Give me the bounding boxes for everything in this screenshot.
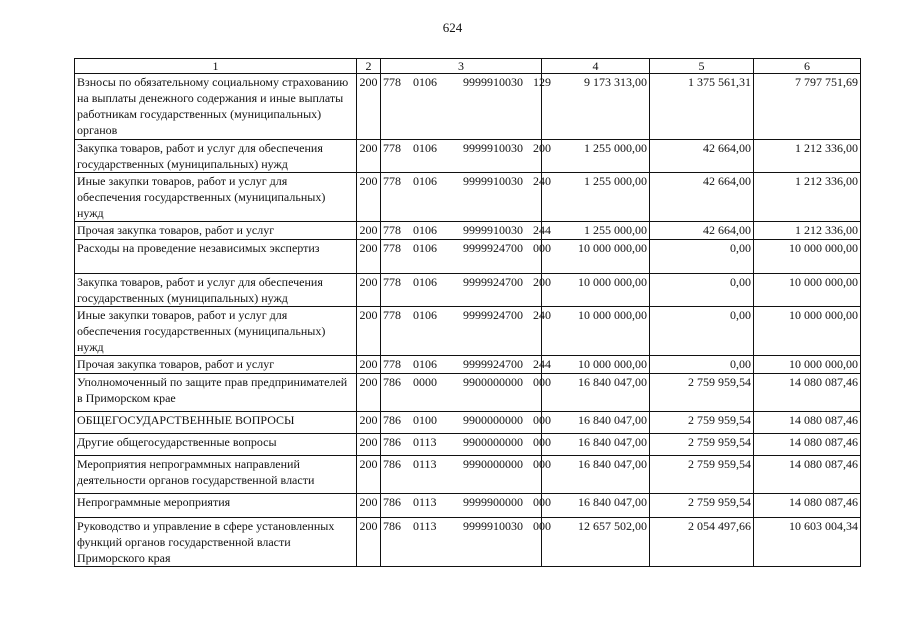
code-expense-type: 000	[533, 435, 551, 449]
code-department: 786	[383, 413, 401, 427]
row-col-2: 200	[357, 494, 381, 518]
row-col-2: 200	[357, 518, 381, 567]
row-name: ОБЩЕГОСУДАРСТВЕННЫЕ ВОПРОСЫ	[75, 412, 357, 434]
row-col-2: 200	[357, 307, 381, 356]
row-col-5: 2 759 959,54	[650, 456, 754, 494]
row-col-6: 14 080 087,46	[754, 456, 861, 494]
row-classification-code	[381, 518, 551, 567]
header-row	[75, 59, 861, 74]
row-col-2: 200	[357, 240, 381, 274]
row-col-6: 10 000 000,00	[754, 240, 861, 274]
row-name: Закупка товаров, работ и услуг для обеспечения государственных (муниципальных) нужд	[75, 140, 357, 173]
code-department: 778	[383, 75, 401, 89]
row-col-4: 16 840 047,00	[542, 434, 650, 456]
code-target-item: 9900000000	[463, 375, 523, 389]
table-row	[75, 240, 861, 274]
code-department: 786	[383, 495, 401, 509]
row-col-5: 2 759 959,54	[650, 494, 754, 518]
header-col-4: 4	[542, 59, 650, 74]
row-classification-code	[381, 307, 551, 356]
row-col-6: 10 000 000,00	[754, 274, 861, 307]
table-row	[75, 518, 861, 567]
code-expense-type: 000	[533, 495, 551, 509]
row-name: Иные закупки товаров, работ и услуг для обеспечения государственных (муниципальных) нужд	[75, 307, 357, 356]
table-row	[75, 74, 861, 140]
row-classification-code	[381, 274, 551, 307]
code-section: 0000	[413, 375, 437, 389]
header-col-5: 5	[650, 59, 754, 74]
code-expense-type: 000	[533, 519, 551, 533]
row-name: Непрограммные мероприятия	[75, 494, 357, 518]
row-col-6: 7 797 751,69	[754, 74, 861, 140]
row-col-6: 14 080 087,46	[754, 412, 861, 434]
code-expense-type: 129	[533, 75, 551, 89]
row-col-5: 0,00	[650, 356, 754, 374]
row-col-5: 2 759 959,54	[650, 412, 754, 434]
code-expense-type: 000	[533, 241, 551, 255]
header-col-3: 3	[381, 59, 542, 74]
code-target-item: 9999900000	[463, 495, 523, 509]
code-section: 0106	[413, 308, 437, 322]
row-col-5: 2 759 959,54	[650, 374, 754, 412]
row-classification-code	[381, 140, 551, 173]
code-expense-type: 000	[533, 375, 551, 389]
row-col-6: 10 000 000,00	[754, 356, 861, 374]
row-classification-code	[381, 434, 551, 456]
code-expense-type: 244	[533, 357, 551, 371]
row-col-5: 0,00	[650, 307, 754, 356]
code-department: 786	[383, 519, 401, 533]
row-name: Расходы на проведение независимых экспертиз	[75, 240, 357, 274]
row-col-6: 14 080 087,46	[754, 374, 861, 412]
row-col-4: 1 255 000,00	[542, 173, 650, 222]
page-number: 624	[442, 20, 463, 35]
header-col-1: 1	[75, 59, 357, 74]
row-col-5: 2 759 959,54	[650, 434, 754, 456]
row-classification-code	[381, 222, 551, 240]
code-expense-type: 244	[533, 223, 551, 237]
row-classification-code	[381, 173, 551, 222]
code-target-item: 9999910030	[463, 141, 523, 155]
row-name: Мероприятия непрограммных направлений деятельности органов государственной власти	[75, 456, 357, 494]
code-target-item: 9999910030	[463, 223, 523, 237]
code-section: 0100	[413, 413, 437, 427]
table-row	[75, 456, 861, 494]
row-classification-code	[381, 240, 551, 274]
row-classification-code	[381, 356, 551, 374]
row-name: Взносы по обязательному социальному страхованию на выплаты денежного содержания и иные выплаты работникам государственных (муниципальных) органов	[75, 74, 357, 140]
table-body	[75, 74, 861, 567]
code-section: 0106	[413, 241, 437, 255]
row-col-6: 1 212 336,00	[754, 140, 861, 173]
code-target-item: 9999924700	[463, 275, 523, 289]
row-col-6: 1 212 336,00	[754, 173, 861, 222]
row-name: Уполномоченный по защите прав предпринимателей в Приморском крае	[75, 374, 357, 412]
code-section: 0106	[413, 141, 437, 155]
table-row	[75, 356, 861, 374]
code-section: 0106	[413, 357, 437, 371]
row-col-5: 2 054 497,66	[650, 518, 754, 567]
row-col-6: 10 000 000,00	[754, 307, 861, 356]
row-col-2: 200	[357, 434, 381, 456]
header-col-2: 2	[357, 59, 381, 74]
row-col-4: 10 000 000,00	[542, 240, 650, 274]
code-target-item: 9999924700	[463, 241, 523, 255]
row-col-4: 10 000 000,00	[542, 307, 650, 356]
code-department: 778	[383, 275, 401, 289]
code-target-item: 9900000000	[463, 413, 523, 427]
row-col-4: 10 000 000,00	[542, 356, 650, 374]
row-col-5: 42 664,00	[650, 222, 754, 240]
code-section: 0106	[413, 75, 437, 89]
code-expense-type: 240	[533, 174, 551, 188]
row-classification-code	[381, 74, 551, 140]
code-target-item: 9999910030	[463, 519, 523, 533]
header-col-6: 6	[754, 59, 861, 74]
code-department: 778	[383, 141, 401, 155]
table-row	[75, 274, 861, 307]
budget-table	[74, 58, 861, 567]
row-classification-code	[381, 456, 551, 494]
code-section: 0106	[413, 174, 437, 188]
code-target-item: 9999924700	[463, 308, 523, 322]
code-department: 778	[383, 223, 401, 237]
row-name: Прочая закупка товаров, работ и услуг	[75, 222, 357, 240]
row-col-4: 1 255 000,00	[542, 222, 650, 240]
table-row	[75, 140, 861, 173]
row-classification-code	[381, 412, 551, 434]
row-name: Другие общегосударственные вопросы	[75, 434, 357, 456]
code-department: 778	[383, 241, 401, 255]
code-section: 0106	[413, 223, 437, 237]
table-row	[75, 494, 861, 518]
row-col-2: 200	[357, 412, 381, 434]
code-section: 0113	[413, 519, 437, 533]
row-col-4: 16 840 047,00	[542, 456, 650, 494]
code-target-item: 9999910030	[463, 75, 523, 89]
table-row	[75, 173, 861, 222]
row-col-5: 1 375 561,31	[650, 74, 754, 140]
row-col-6: 10 603 004,34	[754, 518, 861, 567]
row-name: Руководство и управление в сфере установленных функций органов государственной власти Приморского края	[75, 518, 357, 567]
row-col-4: 16 840 047,00	[542, 374, 650, 412]
code-department: 778	[383, 174, 401, 188]
row-col-2: 200	[357, 74, 381, 140]
table-row	[75, 374, 861, 412]
code-expense-type: 000	[533, 457, 551, 471]
table-row	[75, 434, 861, 456]
row-col-4: 10 000 000,00	[542, 274, 650, 307]
code-department: 786	[383, 435, 401, 449]
row-col-2: 200	[357, 374, 381, 412]
row-col-6: 14 080 087,46	[754, 494, 861, 518]
row-col-5: 0,00	[650, 240, 754, 274]
code-section: 0113	[413, 435, 437, 449]
row-col-5: 42 664,00	[650, 140, 754, 173]
code-department: 778	[383, 308, 401, 322]
row-col-2: 200	[357, 456, 381, 494]
row-classification-code	[381, 494, 551, 518]
code-department: 786	[383, 375, 401, 389]
table-row	[75, 412, 861, 434]
code-expense-type: 200	[533, 275, 551, 289]
row-col-2: 200	[357, 274, 381, 307]
code-expense-type: 240	[533, 308, 551, 322]
code-expense-type: 200	[533, 141, 551, 155]
code-target-item: 9990000000	[463, 457, 523, 471]
row-col-4: 1 255 000,00	[542, 140, 650, 173]
row-col-4: 12 657 502,00	[542, 518, 650, 567]
row-col-4: 16 840 047,00	[542, 412, 650, 434]
table-row	[75, 222, 861, 240]
code-department: 786	[383, 457, 401, 471]
code-target-item: 9999924700	[463, 357, 523, 371]
row-name: Закупка товаров, работ и услуг для обеспечения государственных (муниципальных) нужд	[75, 274, 357, 307]
row-col-6: 14 080 087,46	[754, 434, 861, 456]
row-col-2: 200	[357, 140, 381, 173]
row-col-2: 200	[357, 356, 381, 374]
row-col-6: 1 212 336,00	[754, 222, 861, 240]
table-row	[75, 307, 861, 356]
row-name: Иные закупки товаров, работ и услуг для обеспечения государственных (муниципальных) нужд	[75, 173, 357, 222]
code-target-item: 9999910030	[463, 174, 523, 188]
code-target-item: 9900000000	[463, 435, 523, 449]
row-col-2: 200	[357, 222, 381, 240]
row-col-4: 16 840 047,00	[542, 494, 650, 518]
code-section: 0113	[413, 495, 437, 509]
row-name: Прочая закупка товаров, работ и услуг	[75, 356, 357, 374]
row-col-2: 200	[357, 173, 381, 222]
code-expense-type: 000	[533, 413, 551, 427]
code-department: 778	[383, 357, 401, 371]
row-classification-code	[381, 374, 551, 412]
row-col-5: 42 664,00	[650, 173, 754, 222]
row-col-5: 0,00	[650, 274, 754, 307]
code-section: 0113	[413, 457, 437, 471]
row-col-4: 9 173 313,00	[542, 74, 650, 140]
code-section: 0106	[413, 275, 437, 289]
